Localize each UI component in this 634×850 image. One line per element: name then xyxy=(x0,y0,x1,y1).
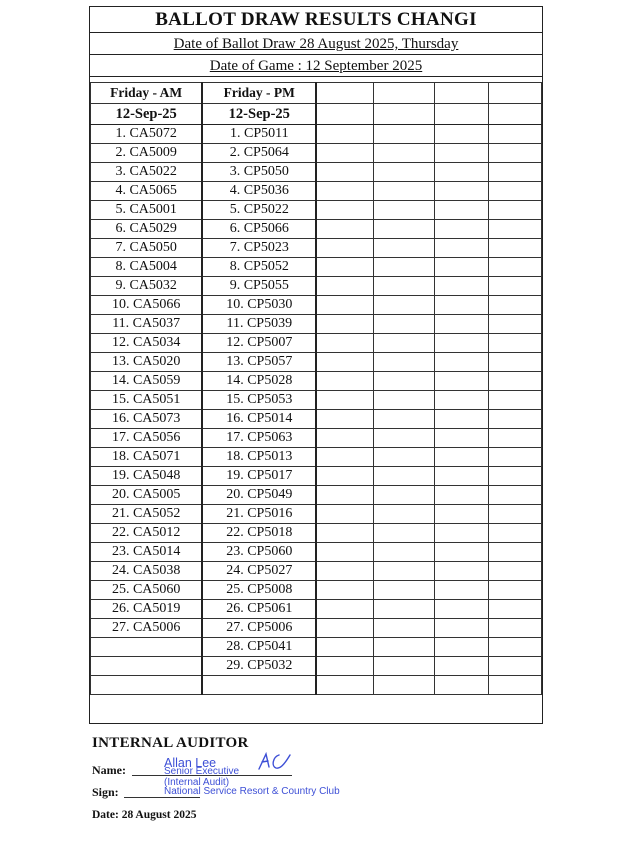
empty-cell xyxy=(373,353,435,372)
empty-cell xyxy=(91,676,203,695)
pm-result: 12. CP5007 xyxy=(202,334,316,353)
empty-cell xyxy=(373,334,435,353)
blank-row xyxy=(91,676,542,695)
empty-cell xyxy=(435,277,489,296)
am-result: 21. CA5052 xyxy=(91,505,203,524)
table-row xyxy=(91,410,542,429)
table-row xyxy=(91,125,542,144)
empty-cell xyxy=(316,657,373,676)
empty-cell xyxy=(316,144,373,163)
empty-cell xyxy=(489,220,542,239)
pm-result: 11. CP5039 xyxy=(202,315,316,334)
table-row xyxy=(91,657,542,676)
am-result: 13. CA5020 xyxy=(91,353,203,372)
empty-cell xyxy=(373,676,435,695)
pm-result: 5. CP5022 xyxy=(202,201,316,220)
empty-cell xyxy=(435,258,489,277)
table-row xyxy=(91,239,542,258)
table-row xyxy=(91,391,542,410)
table-row xyxy=(91,296,542,315)
table-row xyxy=(91,277,542,296)
game-date-row xyxy=(90,55,542,77)
am-result: 27. CA5006 xyxy=(91,619,203,638)
am-result: 16. CA5073 xyxy=(91,410,203,429)
am-result xyxy=(91,657,203,676)
table-row xyxy=(91,258,542,277)
empty-cell xyxy=(316,391,373,410)
empty-cell xyxy=(489,144,542,163)
empty-cell xyxy=(435,391,489,410)
signature-mark xyxy=(257,751,293,773)
empty-cell xyxy=(373,543,435,562)
am-result: 2. CA5009 xyxy=(91,144,203,163)
empty-cell xyxy=(435,410,489,429)
stamp-org: National Service Resort & Country Club xyxy=(164,786,340,797)
pm-result: 13. CP5057 xyxy=(202,353,316,372)
empty-cell xyxy=(435,334,489,353)
empty-cell xyxy=(435,505,489,524)
empty-cell xyxy=(202,676,316,695)
empty-cell xyxy=(489,104,542,125)
pm-result: 29. CP5032 xyxy=(202,657,316,676)
date-label: Date: 28 August 2025 xyxy=(92,809,197,821)
empty-cell xyxy=(316,83,373,104)
table-row xyxy=(91,429,542,448)
empty-cell xyxy=(489,486,542,505)
empty-cell xyxy=(489,543,542,562)
empty-cell xyxy=(316,277,373,296)
empty-cell xyxy=(489,372,542,391)
pm-result: 21. CP5016 xyxy=(202,505,316,524)
table-row xyxy=(91,201,542,220)
pm-result: 14. CP5028 xyxy=(202,372,316,391)
empty-cell xyxy=(435,638,489,657)
empty-cell xyxy=(373,638,435,657)
am-session-date: 12-Sep-25 xyxy=(91,104,203,125)
empty-cell xyxy=(435,296,489,315)
am-result: 14. CA5059 xyxy=(91,372,203,391)
empty-cell xyxy=(435,353,489,372)
empty-cell xyxy=(316,581,373,600)
empty-cell xyxy=(489,638,542,657)
empty-cell xyxy=(489,581,542,600)
stamp-name: Allan Lee xyxy=(164,756,217,770)
empty-cell xyxy=(489,277,542,296)
empty-cell xyxy=(373,220,435,239)
empty-cell xyxy=(435,372,489,391)
empty-cell xyxy=(373,201,435,220)
pm-result: 26. CP5061 xyxy=(202,600,316,619)
auditor-heading: INTERNAL AUDITOR xyxy=(92,735,249,751)
game-date: Date of Game : 12 September 2025 xyxy=(209,58,423,74)
pm-result: 28. CP5041 xyxy=(202,638,316,657)
empty-cell xyxy=(316,505,373,524)
empty-cell xyxy=(489,448,542,467)
empty-cell xyxy=(373,104,435,125)
empty-cell xyxy=(489,296,542,315)
empty-cell xyxy=(489,619,542,638)
empty-cell xyxy=(373,258,435,277)
am-result xyxy=(91,638,203,657)
name-label: Name: xyxy=(92,763,126,777)
empty-cell xyxy=(489,657,542,676)
empty-cell xyxy=(316,239,373,258)
empty-cell xyxy=(435,201,489,220)
empty-cell xyxy=(489,83,542,104)
table-row xyxy=(91,581,542,600)
am-result: 8. CA5004 xyxy=(91,258,203,277)
table-row xyxy=(91,619,542,638)
pm-result: 18. CP5013 xyxy=(202,448,316,467)
am-result: 12. CA5034 xyxy=(91,334,203,353)
empty-cell xyxy=(489,600,542,619)
empty-cell xyxy=(316,410,373,429)
empty-cell xyxy=(435,104,489,125)
results-table xyxy=(90,82,542,695)
empty-cell xyxy=(435,144,489,163)
am-result: 15. CA5051 xyxy=(91,391,203,410)
empty-cell xyxy=(373,429,435,448)
empty-cell xyxy=(489,410,542,429)
empty-cell xyxy=(316,448,373,467)
pm-result: 24. CP5027 xyxy=(202,562,316,581)
draw-date-row xyxy=(90,33,542,55)
empty-cell xyxy=(373,125,435,144)
empty-cell xyxy=(316,543,373,562)
empty-cell xyxy=(316,467,373,486)
empty-cell xyxy=(373,581,435,600)
empty-cell xyxy=(435,220,489,239)
empty-cell xyxy=(316,562,373,581)
empty-cell xyxy=(435,562,489,581)
empty-cell xyxy=(373,144,435,163)
empty-cell xyxy=(435,619,489,638)
empty-cell xyxy=(316,201,373,220)
am-result: 1. CA5072 xyxy=(91,125,203,144)
empty-cell xyxy=(435,581,489,600)
auditor-section xyxy=(92,735,512,821)
empty-cell xyxy=(373,657,435,676)
empty-cell xyxy=(373,315,435,334)
empty-cell xyxy=(435,676,489,695)
empty-cell xyxy=(373,163,435,182)
empty-cell xyxy=(435,486,489,505)
empty-cell xyxy=(489,429,542,448)
empty-cell xyxy=(373,372,435,391)
stamp-title: Senior Executive xyxy=(164,766,240,777)
sign-label: Sign: xyxy=(92,785,119,799)
pm-result: 25. CP5008 xyxy=(202,581,316,600)
empty-cell xyxy=(373,619,435,638)
am-result: 23. CA5014 xyxy=(91,543,203,562)
pm-result: 22. CP5018 xyxy=(202,524,316,543)
empty-cell xyxy=(316,315,373,334)
ballot-sheet xyxy=(89,6,543,724)
empty-cell xyxy=(489,239,542,258)
empty-cell xyxy=(489,201,542,220)
am-session-header: Friday - AM xyxy=(91,83,203,104)
empty-cell xyxy=(489,505,542,524)
pm-result: 1. CP5011 xyxy=(202,125,316,144)
empty-cell xyxy=(435,543,489,562)
empty-cell xyxy=(489,676,542,695)
empty-cell xyxy=(316,638,373,657)
empty-cell xyxy=(373,182,435,201)
am-result: 11. CA5037 xyxy=(91,315,203,334)
empty-cell xyxy=(489,353,542,372)
empty-cell xyxy=(489,125,542,144)
table-row xyxy=(91,220,542,239)
empty-cell xyxy=(435,182,489,201)
draw-date: Date of Ballot Draw 28 August 2025, Thursday xyxy=(173,36,459,52)
table-row xyxy=(91,448,542,467)
empty-cell xyxy=(316,486,373,505)
am-result: 18. CA5071 xyxy=(91,448,203,467)
empty-cell xyxy=(316,220,373,239)
empty-cell xyxy=(373,524,435,543)
table-row xyxy=(91,315,542,334)
am-result: 10. CA5066 xyxy=(91,296,203,315)
am-result: 3. CA5022 xyxy=(91,163,203,182)
empty-cell xyxy=(435,657,489,676)
empty-cell xyxy=(489,391,542,410)
table-row xyxy=(91,334,542,353)
empty-cell xyxy=(373,391,435,410)
empty-cell xyxy=(435,239,489,258)
empty-cell xyxy=(316,619,373,638)
session-header-row xyxy=(91,83,542,104)
table-row xyxy=(91,600,542,619)
empty-cell xyxy=(373,83,435,104)
empty-cell xyxy=(435,524,489,543)
table-row xyxy=(91,543,542,562)
table-row xyxy=(91,505,542,524)
am-result: 6. CA5029 xyxy=(91,220,203,239)
empty-cell xyxy=(373,448,435,467)
empty-cell xyxy=(316,353,373,372)
am-result: 5. CA5001 xyxy=(91,201,203,220)
empty-cell xyxy=(316,182,373,201)
pm-result: 15. CP5053 xyxy=(202,391,316,410)
pm-result: 6. CP5066 xyxy=(202,220,316,239)
empty-cell xyxy=(373,239,435,258)
empty-cell xyxy=(316,104,373,125)
table-row xyxy=(91,182,542,201)
empty-cell xyxy=(489,467,542,486)
sign-line xyxy=(124,797,200,798)
empty-cell xyxy=(373,277,435,296)
empty-cell xyxy=(435,83,489,104)
empty-cell xyxy=(316,125,373,144)
empty-cell xyxy=(316,258,373,277)
pm-result: 4. CP5036 xyxy=(202,182,316,201)
results-table-body xyxy=(91,83,542,695)
empty-cell xyxy=(435,315,489,334)
pm-session-header: Friday - PM xyxy=(202,83,316,104)
empty-cell xyxy=(316,429,373,448)
empty-cell xyxy=(489,315,542,334)
empty-cell xyxy=(373,505,435,524)
empty-cell xyxy=(316,334,373,353)
table-row xyxy=(91,486,542,505)
empty-cell xyxy=(373,467,435,486)
empty-cell xyxy=(316,163,373,182)
empty-cell xyxy=(373,486,435,505)
pm-result: 19. CP5017 xyxy=(202,467,316,486)
empty-cell xyxy=(435,448,489,467)
empty-cell xyxy=(316,296,373,315)
page-title: BALLOT DRAW RESULTS CHANGI xyxy=(155,9,477,30)
pm-result: 2. CP5064 xyxy=(202,144,316,163)
table-row xyxy=(91,163,542,182)
table-row xyxy=(91,372,542,391)
am-result: 22. CA5012 xyxy=(91,524,203,543)
am-result: 17. CA5056 xyxy=(91,429,203,448)
am-result: 7. CA5050 xyxy=(91,239,203,258)
empty-cell xyxy=(489,524,542,543)
pm-result: 10. CP5030 xyxy=(202,296,316,315)
title-row xyxy=(90,7,542,33)
am-result: 9. CA5032 xyxy=(91,277,203,296)
empty-cell xyxy=(373,562,435,581)
am-result: 4. CA5065 xyxy=(91,182,203,201)
pm-result: 23. CP5060 xyxy=(202,543,316,562)
table-row xyxy=(91,467,542,486)
pm-result: 16. CP5014 xyxy=(202,410,316,429)
table-row xyxy=(91,638,542,657)
empty-cell xyxy=(373,296,435,315)
pm-result: 17. CP5063 xyxy=(202,429,316,448)
empty-cell xyxy=(489,258,542,277)
empty-cell xyxy=(316,676,373,695)
pm-result: 27. CP5006 xyxy=(202,619,316,638)
pm-result: 7. CP5023 xyxy=(202,239,316,258)
am-result: 25. CA5060 xyxy=(91,581,203,600)
empty-cell xyxy=(435,429,489,448)
empty-cell xyxy=(316,524,373,543)
am-result: 26. CA5019 xyxy=(91,600,203,619)
table-row xyxy=(91,562,542,581)
empty-cell xyxy=(489,182,542,201)
pm-result: 9. CP5055 xyxy=(202,277,316,296)
empty-cell xyxy=(435,163,489,182)
session-date-row xyxy=(91,104,542,125)
am-result: 20. CA5005 xyxy=(91,486,203,505)
pm-session-date: 12-Sep-25 xyxy=(202,104,316,125)
empty-cell xyxy=(489,163,542,182)
table-row xyxy=(91,144,542,163)
empty-cell xyxy=(373,410,435,429)
empty-cell xyxy=(489,334,542,353)
empty-cell xyxy=(316,600,373,619)
table-row xyxy=(91,353,542,372)
empty-cell xyxy=(435,600,489,619)
empty-cell xyxy=(316,372,373,391)
pm-result: 20. CP5049 xyxy=(202,486,316,505)
stamp-dept: (Internal Audit) xyxy=(164,777,230,788)
empty-cell xyxy=(435,125,489,144)
empty-cell xyxy=(489,562,542,581)
empty-cell xyxy=(373,600,435,619)
am-result: 19. CA5048 xyxy=(91,467,203,486)
empty-cell xyxy=(435,467,489,486)
am-result: 24. CA5038 xyxy=(91,562,203,581)
table-row xyxy=(91,524,542,543)
pm-result: 8. CP5052 xyxy=(202,258,316,277)
pm-result: 3. CP5050 xyxy=(202,163,316,182)
